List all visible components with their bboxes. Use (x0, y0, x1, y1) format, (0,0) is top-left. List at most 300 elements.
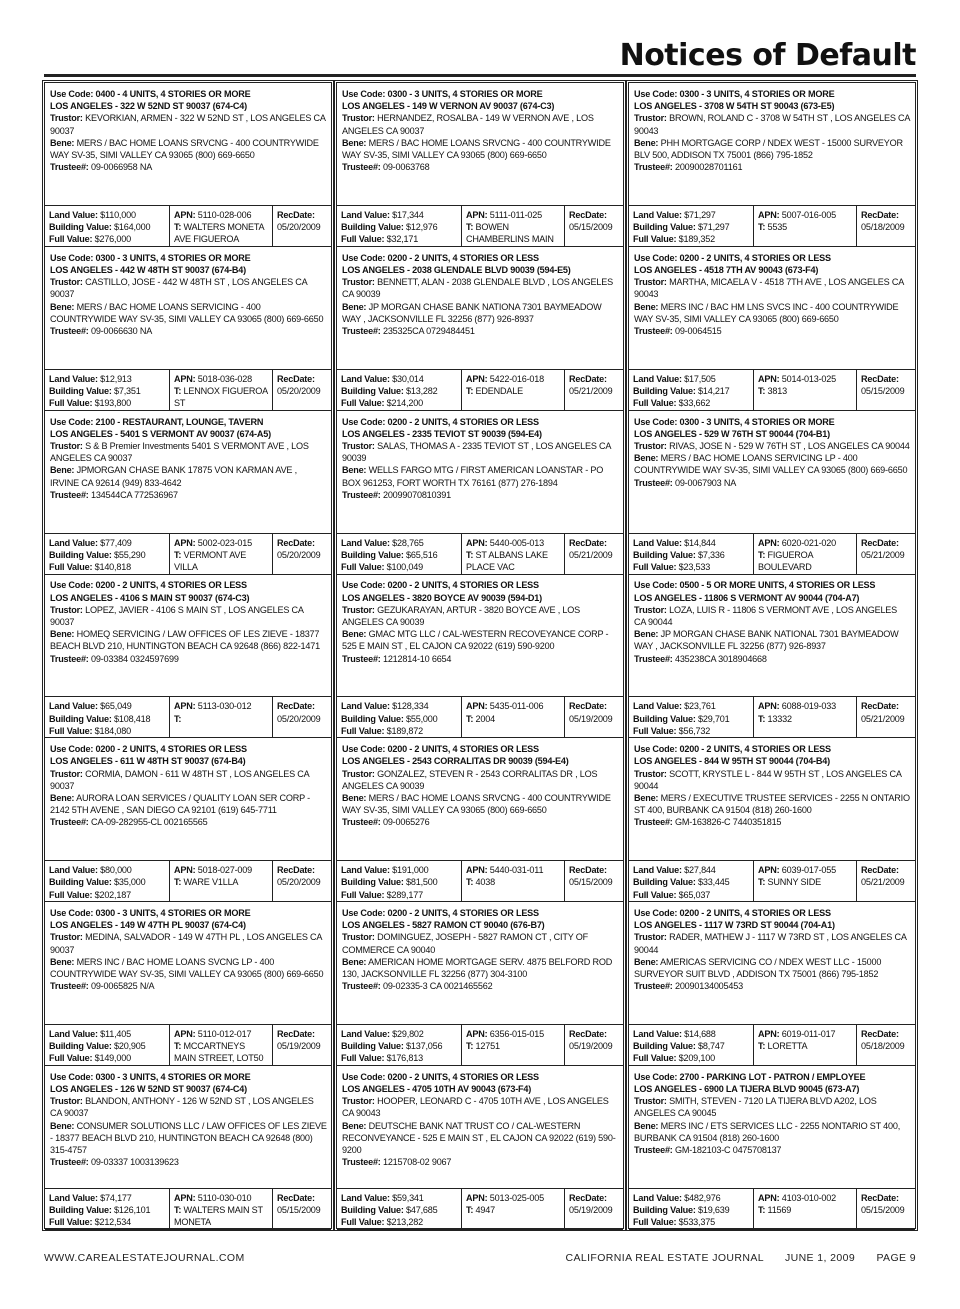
value-cell (337, 534, 461, 574)
trustee-number-value: 235325CA 0729484451 (382, 326, 475, 337)
trustor-value: CORMIA, DAMON - 611 W 48TH ST , LOS ANGELES CA 90037 (50, 768, 310, 791)
trustee-number-label: Trustee#: (634, 1145, 673, 1156)
building-value (341, 221, 458, 233)
recdate-cell (272, 534, 331, 574)
trustee-number-value: 20090028701161 (674, 162, 743, 173)
land-value-value: $27,844 (684, 865, 716, 876)
apn-label: APN: (174, 373, 196, 384)
trustee-number-value: 09-0067903 NA (674, 477, 737, 488)
trustor-label: Trustor: (342, 604, 375, 615)
tract (174, 876, 269, 888)
apn-value: 5007-016-005 (781, 210, 836, 220)
footer-info (547, 1252, 916, 1264)
beneficiary (342, 792, 619, 816)
land-value (633, 700, 750, 712)
trustor-label: Trustor: (50, 932, 83, 943)
trustor-value: BENNETT, ALAN - 2038 GLENDALE BLVD , LOS ANGELES CA 90039 (342, 277, 613, 300)
use-code: Use Code: 0200 - 2 UNITS, 4 STORIES OR LESS (634, 252, 831, 263)
beneficiary (342, 628, 619, 652)
building-value-label: Building Value: (633, 713, 696, 724)
apn-value: 5018-036-028 (197, 373, 252, 384)
notice-text (337, 83, 623, 203)
land-value-label: Land Value: (49, 373, 98, 384)
full-value-value: $184,080 (94, 725, 131, 736)
recdate-value: 05/19/2009 (277, 1041, 321, 1052)
trustor-value: S & B Premier Investments 5401 S VERMONT AVE , LOS ANGELES CA 90037 (50, 441, 309, 464)
trustee-number-label: Trustee#: (634, 326, 673, 337)
tract-label: T: (466, 877, 474, 888)
recdate-value: 05/18/2009 (861, 1041, 905, 1052)
apn-cell (169, 206, 272, 246)
full-value-label: Full Value: (341, 725, 385, 736)
trustor (50, 440, 327, 464)
tract-value: 11569 (767, 1205, 792, 1215)
full-value (341, 397, 458, 409)
full-value-value: $33,662 (678, 398, 711, 409)
trustee-number (50, 1156, 327, 1168)
apn-value: 6356-015-015 (489, 1029, 544, 1039)
building-value-value: $108,418 (114, 713, 151, 724)
beneficiary-value: DEUTSCHE BANK NAT TRUST CO / CAL-WESTERN RECONVEYANCE - 525 E MAIN ST , EL CAJON CA 92022 (619) 590-9200 (342, 1120, 616, 1156)
trustor-value: RIVAS, JOSE N - 529 W 76TH ST , LOS ANGELES CA 90044 (669, 441, 910, 451)
footer-date: JUNE 1, 2009 (784, 1252, 856, 1264)
value-table (629, 860, 915, 902)
recdate-value: 05/20/2009 (277, 386, 321, 396)
tract-label: T: (174, 549, 182, 560)
beneficiary (50, 137, 327, 161)
tract-value: LENNOX FIGUEROA ST (174, 386, 268, 409)
building-value-label: Building Value: (341, 222, 404, 233)
notice-column (628, 82, 916, 1229)
building-value (341, 876, 458, 888)
beneficiary-value: AURORA LOAN SERVICES / QUALITY LOAN SER CORP - 2142 5TH AVENE , SAN DIEGO CA 92101 (619) 645-7711 (50, 793, 310, 816)
tract (758, 1204, 853, 1216)
beneficiary-value: MERS / BAC HOME LOANS SRVCNG - 400 COUNTRYWIDE WAY SV-35, SIMI VALLEY CA 93065 (800) 669-6650 (50, 137, 319, 161)
notice-entry (45, 411, 331, 575)
land-value-value: $17,344 (392, 210, 424, 220)
use-code: Use Code: 0200 - 2 UNITS, 4 STORIES OR LESS (342, 252, 539, 263)
beneficiary (50, 628, 327, 652)
land-value (341, 700, 458, 712)
full-value (633, 1052, 750, 1064)
full-value-value: $65,037 (678, 889, 711, 900)
notice-entry (337, 1066, 623, 1230)
value-table (629, 696, 915, 738)
trustee-number-label: Trustee#: (342, 326, 381, 337)
full-value-value: $189,352 (678, 234, 715, 245)
beneficiary (342, 464, 619, 488)
building-value-value: $12,976 (406, 222, 438, 233)
trustor (342, 931, 619, 955)
tract (174, 221, 269, 245)
trustor-label: Trustor: (342, 932, 375, 943)
building-value-label: Building Value: (49, 877, 112, 888)
building-value (633, 221, 750, 233)
beneficiary (50, 792, 327, 816)
tract (758, 1040, 853, 1052)
beneficiary (50, 301, 327, 325)
recdate-cell (272, 370, 331, 410)
notice-entry (337, 83, 623, 247)
recdate-label: RecDate: (277, 210, 315, 220)
recdate-cell (564, 861, 623, 901)
apn-value: 5111-011-025 (489, 210, 542, 220)
property-address: LOS ANGELES - 5401 S VERMONT AV 90037 (674-A5) (50, 428, 271, 439)
tract-value: WARE V1LLA (183, 877, 239, 888)
apn-value: 5014-013-025 (781, 373, 836, 384)
notice-entry (45, 1066, 331, 1230)
apn-label: APN: (174, 537, 196, 548)
trustor (634, 112, 911, 136)
apn-value: 5440-031-011 (489, 865, 544, 876)
building-value-label: Building Value: (341, 549, 404, 560)
building-value-label: Building Value: (341, 386, 404, 396)
beneficiary-value: MERS / BAC HOME LOANS SERVICING LP - 400 COUNTRYWIDE WAY SV-35, SIMI VALLEY CA 93065 (800) 669-6650 (634, 453, 908, 476)
building-value-value: $81,500 (406, 877, 438, 888)
tract-label: T: (758, 549, 766, 560)
building-value-value: $14,217 (698, 386, 730, 396)
full-value-value: $140,818 (94, 562, 131, 572)
apn (466, 373, 561, 385)
land-value-value: $12,913 (100, 373, 132, 384)
building-value (341, 713, 458, 725)
apn-label: APN: (466, 701, 488, 712)
full-value-label: Full Value: (49, 889, 93, 900)
notice-text (45, 411, 331, 531)
tract-label: T: (174, 386, 182, 396)
tract-label: T: (466, 1041, 474, 1052)
notice-entry (629, 738, 915, 902)
apn-label: APN: (758, 1029, 780, 1039)
use-code: Use Code: 0300 - 3 UNITS, 4 STORIES OR MORE (50, 1071, 251, 1082)
beneficiary-value: MERS / BAC HOME LOANS SERVICING - 400 COUNTRYWIDE WAY SV-35, SIMI VALLEY CA 93065 (800) 669-6650 (50, 301, 324, 324)
full-value (341, 889, 458, 901)
apn-value: 5110-030-010 (197, 1192, 252, 1203)
land-value-label: Land Value: (633, 865, 682, 876)
apn-value: 5013-025-005 (489, 1192, 544, 1203)
beneficiary-value: AMERICAN HOME MORTGAGE SERV. 4875 BELFORD ROD 130, JACKSONVILLE FL 32256 (877) 304-3100 (342, 956, 613, 980)
value-cell (629, 697, 753, 737)
notice-text (629, 83, 915, 203)
building-value (341, 1204, 458, 1216)
footer-website[interactable]: WWW.CAREALESTATEJOURNAL.COM (44, 1252, 245, 1264)
trustee-number-value: 134544CA 772536967 (90, 489, 178, 500)
apn-label: APN: (174, 1029, 196, 1039)
trustee-number-label: Trustee#: (50, 817, 89, 828)
trustor-label: Trustor: (342, 113, 375, 124)
full-value (49, 397, 166, 409)
trustor-value: GEZUKARAYAN, ARTUR - 3820 BOYCE AVE , LOS ANGELES CA 90039 (342, 604, 580, 627)
value-table (337, 1024, 623, 1066)
full-value-label: Full Value: (633, 725, 677, 736)
property-address: LOS ANGELES - 4106 S MAIN ST 90037 (674-C3) (50, 592, 250, 603)
building-value-value: $29,701 (698, 713, 730, 724)
trustee-number (634, 325, 911, 337)
notice-text (45, 1066, 331, 1186)
recdate-cell (856, 534, 915, 574)
trustee-number (50, 325, 327, 337)
use-code: Use Code: 2100 - RESTAURANT, LOUNGE, TAVERN (50, 416, 264, 427)
land-value (633, 864, 750, 876)
apn-value: 5018-027-009 (197, 865, 252, 876)
apn-cell (753, 697, 856, 737)
apn-cell (169, 861, 272, 901)
use-code: Use Code: 0200 - 2 UNITS, 4 STORIES OR LESS (50, 580, 247, 591)
building-value (49, 549, 166, 561)
full-value (633, 1216, 750, 1228)
tract-value: LORETTA (767, 1041, 808, 1052)
apn-cell (169, 697, 272, 737)
recdate-value: 05/19/2009 (569, 1041, 613, 1052)
beneficiary-label: Bene: (342, 793, 367, 803)
apn-cell (753, 861, 856, 901)
trustee-number-value: 09-03384 0324597699 (90, 653, 179, 664)
trustor-label: Trustor: (634, 113, 667, 124)
value-cell (337, 1189, 461, 1229)
value-cell (337, 206, 461, 246)
trustor-value: BROWN, ROLAND C - 3708 W 54TH ST , LOS ANGELES CA 90043 (634, 113, 910, 136)
building-value-value: $35,000 (114, 877, 146, 888)
land-value-value: $14,844 (684, 537, 716, 548)
building-value-value: $7,336 (698, 549, 725, 560)
recdate-cell (272, 697, 331, 737)
building-value (341, 385, 458, 397)
recdate-cell (564, 534, 623, 574)
value-table (45, 1024, 331, 1066)
land-value (341, 209, 458, 221)
apn-label: APN: (174, 210, 196, 220)
tract-value: 4038 (475, 877, 495, 888)
apn-cell (753, 206, 856, 246)
notice-text (629, 902, 915, 1022)
trustor (50, 768, 327, 792)
tract-value: 4947 (475, 1205, 495, 1215)
beneficiary (50, 956, 327, 980)
notice-text (337, 738, 623, 858)
trustor-value: CASTILLO, JOSE - 442 W 48TH ST , LOS ANGELES CA 90037 (50, 277, 307, 300)
recdate-label: RecDate: (569, 1192, 607, 1203)
property-address: LOS ANGELES - 126 W 52ND ST 90037 (674-C4) (50, 1084, 247, 1094)
property-address: LOS ANGELES - 149 W 47TH PL 90037 (674-C4) (50, 920, 246, 931)
trustee-number-label: Trustee#: (342, 162, 381, 173)
full-value-label: Full Value: (633, 1053, 677, 1064)
beneficiary-value: WELLS FARGO MTG / FIRST AMERICAN LOANSTAR - PO BOX 961253, FORT WORTH TX 76161 (877) 276-1894 (342, 465, 604, 488)
notice-entry (337, 902, 623, 1066)
building-value (49, 1204, 166, 1216)
trustee-number-value: 1212814-10 6654 (382, 653, 452, 664)
trustee-number-label: Trustee#: (634, 477, 673, 488)
apn-cell (169, 370, 272, 410)
full-value-label: Full Value: (49, 398, 93, 409)
tract-value: 3813 (767, 386, 787, 396)
beneficiary-value: JPMORGAN CHASE BANK 17875 VON KARMAN AVE , IRVINE CA 92614 (949) 833-4642 (50, 465, 297, 488)
notice-entry (45, 902, 331, 1066)
notice-text (337, 574, 623, 694)
beneficiary-label: Bene: (50, 301, 75, 312)
recdate-cell (856, 697, 915, 737)
beneficiary-label: Bene: (634, 793, 659, 803)
use-code: Use Code: 0300 - 3 UNITS, 4 STORIES OR MORE (50, 908, 251, 918)
value-cell (45, 861, 169, 901)
trustor (342, 768, 619, 792)
property-address: LOS ANGELES - 6900 LA TIJERA BLVD 90045 (673-A7) (634, 1084, 860, 1094)
tract-value: 5535 (767, 222, 787, 233)
notice-entry (337, 411, 623, 575)
trustee-number-value: 435238CA 3018904668 (674, 653, 767, 664)
apn (174, 373, 269, 385)
value-cell (629, 1025, 753, 1065)
value-table (629, 205, 915, 247)
trustor-value: LOPEZ, JAVIER - 4106 S MAIN ST , LOS ANGELES CA 90037 (50, 604, 304, 627)
use-code: Use Code: 0500 - 5 OR MORE UNITS, 4 STORIES OR LESS (634, 580, 876, 591)
land-value-label: Land Value: (49, 865, 98, 876)
building-value-value: $55,290 (114, 549, 146, 560)
land-value-value: $77,409 (100, 537, 132, 548)
beneficiary (342, 137, 619, 161)
beneficiary-label: Bene: (634, 301, 659, 312)
value-table (337, 860, 623, 902)
tract (466, 1204, 561, 1216)
recdate-label: RecDate: (277, 1192, 315, 1203)
land-value-label: Land Value: (633, 1192, 682, 1203)
value-cell (45, 697, 169, 737)
trustor (50, 931, 327, 955)
value-table (629, 1188, 915, 1230)
value-table (45, 205, 331, 247)
tract-label: T: (466, 713, 474, 724)
beneficiary-label: Bene: (634, 956, 659, 967)
beneficiary-label: Bene: (634, 1120, 659, 1131)
full-value-label: Full Value: (49, 1217, 93, 1228)
trustee-number (634, 477, 911, 489)
beneficiary-label: Bene: (342, 1120, 367, 1131)
full-value-value: $193,800 (94, 398, 131, 409)
trustee-number-label: Trustee#: (50, 981, 89, 992)
apn-label: APN: (466, 1192, 488, 1203)
tract-label: T: (174, 877, 182, 888)
recdate-label: RecDate: (277, 1029, 315, 1039)
beneficiary (342, 301, 619, 325)
tract (466, 549, 561, 573)
recdate-value: 05/21/2009 (861, 877, 905, 888)
tract (466, 876, 561, 888)
trustor (634, 931, 911, 955)
tract (174, 549, 269, 573)
value-table (629, 533, 915, 575)
building-value-label: Building Value: (49, 386, 112, 396)
property-address: LOS ANGELES - 11806 S VERMONT AV 90044 (704-A7) (634, 592, 860, 603)
apn-label: APN: (466, 537, 488, 548)
full-value-label: Full Value: (341, 1053, 385, 1064)
tract-label: T: (466, 1205, 474, 1215)
apn (466, 209, 561, 221)
notice-entry (629, 83, 915, 247)
full-value (633, 397, 750, 409)
beneficiary-label: Bene: (50, 1120, 75, 1131)
trustor-label: Trustor: (50, 768, 83, 779)
full-value-label: Full Value: (341, 234, 385, 245)
trustor-value: RADER, MATHEW J - 1117 W 73RD ST , LOS ANGELES CA 90044 (634, 932, 907, 955)
footer-publication: CALIFORNIA REAL ESTATE JOURNAL (565, 1252, 764, 1264)
beneficiary-label: Bene: (634, 629, 659, 640)
full-value-label: Full Value: (633, 234, 677, 245)
beneficiary-label: Bene: (634, 137, 659, 148)
building-value-value: $164,000 (114, 222, 151, 233)
recdate-cell (856, 1189, 915, 1229)
beneficiary (634, 628, 911, 652)
tract-value: 13332 (767, 713, 792, 724)
recdate-value: 05/20/2009 (277, 222, 321, 233)
building-value-label: Building Value: (341, 1205, 404, 1215)
beneficiary-value: GMAC MTG LLC / CAL-WESTERN RECOVEYANCE CORP - 525 E MAIN ST , EL CAJON CA 92022 (619) 590-9200 (342, 629, 609, 652)
trustor-value: LOZA, LUIS R - 11806 S VERMONT AVE , LOS ANGELES CA 90044 (634, 604, 898, 627)
land-value-value: $482,976 (684, 1192, 721, 1203)
beneficiary-value: MERS / BAC HOME LOANS SRVCNG - 400 COUNTRYWIDE WAY SV-35, SIMI VALLEY CA 93065 (800) 669-6650 (342, 137, 611, 161)
land-value-value: $80,000 (100, 865, 132, 876)
recdate-label: RecDate: (861, 373, 899, 384)
apn-label: APN: (466, 210, 488, 220)
tract-value: MCCARTNEYS MAIN STREET, LOT50 (174, 1041, 264, 1064)
building-value-value: $19,639 (698, 1205, 730, 1215)
building-value (341, 549, 458, 561)
trustee-number (634, 980, 911, 992)
land-value (49, 209, 166, 221)
land-value-label: Land Value: (633, 210, 682, 220)
land-value-value: $11,405 (100, 1029, 131, 1039)
recdate-label: RecDate: (569, 701, 607, 712)
building-value-label: Building Value: (633, 386, 696, 396)
trustee-number-value: 20090134005453 (674, 981, 743, 992)
full-value-value: $100,049 (386, 562, 423, 572)
notice-column (336, 82, 624, 1229)
notice-text (629, 574, 915, 694)
recdate-cell (564, 370, 623, 410)
full-value (341, 725, 458, 737)
notice-entry (629, 411, 915, 575)
value-table (45, 1188, 331, 1230)
building-value (633, 1040, 750, 1052)
property-address: LOS ANGELES - 1117 W 73RD ST 90044 (704-A1) (634, 920, 835, 931)
full-value (49, 1052, 166, 1064)
notice-text (337, 411, 623, 531)
trustee-number-value: 09-0066958 NA (90, 162, 153, 173)
building-value-value: $20,905 (114, 1041, 146, 1052)
beneficiary (50, 1120, 327, 1157)
apn (466, 1028, 561, 1040)
recdate-value: 05/20/2009 (277, 877, 321, 888)
value-table (45, 369, 331, 411)
beneficiary-label: Bene: (50, 793, 75, 803)
tract-label: T: (758, 713, 766, 724)
trustee-number (342, 1156, 619, 1168)
full-value-label: Full Value: (49, 725, 93, 736)
value-cell (337, 370, 461, 410)
value-cell (629, 861, 753, 901)
tract-label: T: (758, 1205, 766, 1215)
apn-label: APN: (758, 1192, 780, 1203)
tract (758, 713, 853, 725)
full-value (341, 233, 458, 245)
tract-label: T: (466, 386, 474, 396)
property-address: LOS ANGELES - 2038 GLENDALE BLVD 90039 (594-E5) (342, 265, 571, 275)
recdate-label: RecDate: (277, 537, 315, 548)
full-value-label: Full Value: (633, 889, 677, 900)
recdate-cell (564, 1025, 623, 1065)
building-value-value: $13,282 (406, 386, 438, 396)
trustor-label: Trustor: (634, 441, 667, 451)
tract-value: ST ALBANS LAKE PLACE VAC (466, 549, 548, 572)
tract-label: T: (174, 1041, 182, 1052)
